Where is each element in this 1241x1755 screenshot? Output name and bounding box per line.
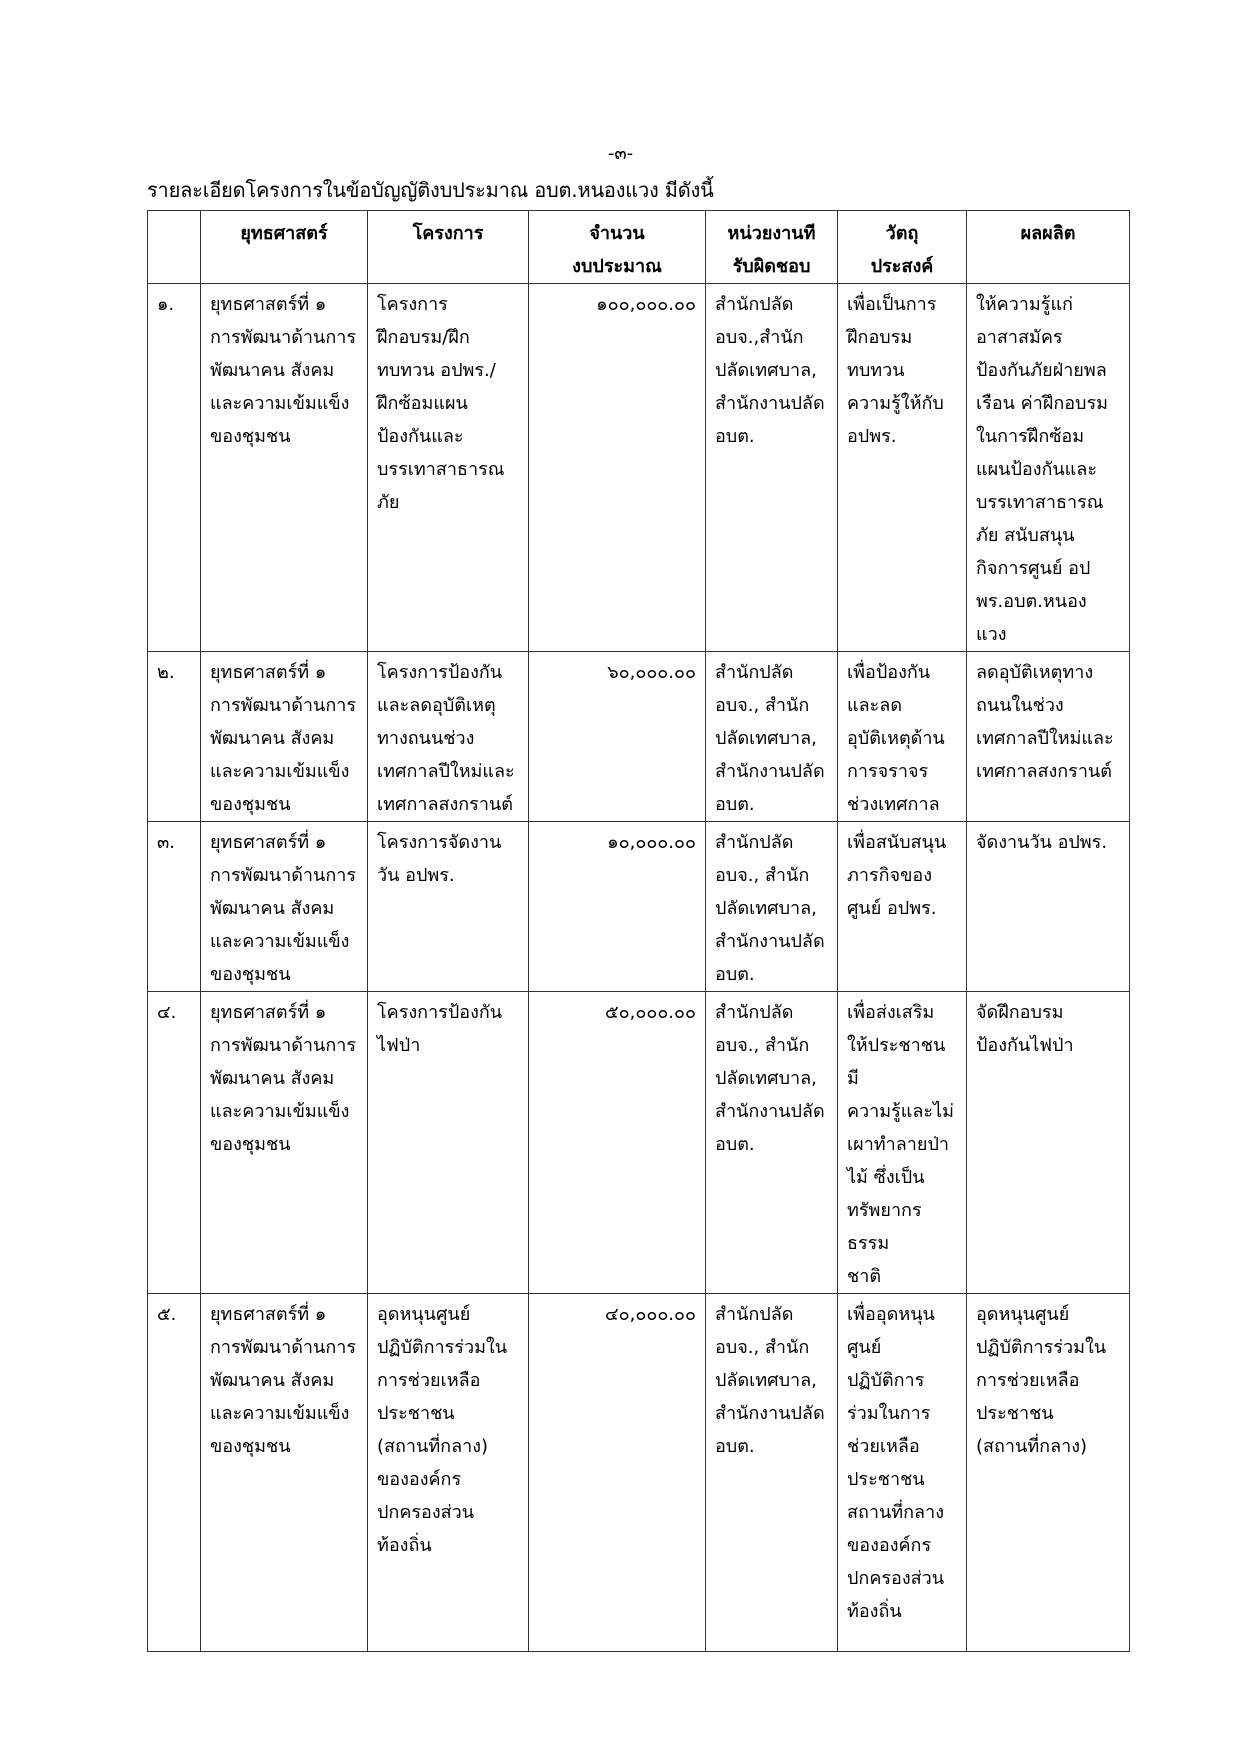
cell-strategy: ยุทธศาสตร์ที่ ๑ การพัฒนาด้านการ พัฒนาคน สังคม และความเข้มแข็ง ของชุมชน (201, 992, 368, 1294)
cell-budget: ๑๐๐,๐๐๐.๐๐ (529, 284, 706, 652)
table-header-row (148, 211, 1130, 284)
cell-output: อุดหนุนศูนย์ ปฏิบัติการร่วมใน การช่วยเหลือ ประชาชน (สถานที่กลาง) (967, 1294, 1130, 1652)
table-row (148, 822, 1130, 992)
page-number: -๓- (607, 143, 634, 164)
cell-output: จัดงานวัน อปพร. (967, 822, 1130, 992)
cell-output: ลดอุบัติเหตุทาง ถนนในช่วง เทศกาลปีใหม่และ เทศกาลสงกรานต์ (967, 652, 1130, 822)
cell-strategy: ยุทธศาสตร์ที่ ๑ การพัฒนาด้านการ พัฒนาคน สังคม และความเข้มแข็ง ของชุมชน (201, 284, 368, 652)
cell-budget: ๖๐,๐๐๐.๐๐ (529, 652, 706, 822)
cell-strategy: ยุทธศาสตร์ที่ ๑ การพัฒนาด้านการ พัฒนาคน สังคม และความเข้มแข็ง ของชุมชน (201, 652, 368, 822)
header-objective: วัตถุ ประสงค์ (838, 211, 967, 284)
cell-budget: ๕๐,๐๐๐.๐๐ (529, 992, 706, 1294)
cell-objective: เพื่อเป็นการ ฝึกอบรม ทบทวน ความรู้ให้กับ อปพร. (838, 284, 967, 652)
cell-no: ๒. (148, 652, 201, 822)
cell-objective: เพื่อป้องกัน และลด อุบัติเหตุด้าน การจราจร ช่วงเทศกาล (838, 652, 967, 822)
cell-project: โครงการป้องกัน และลดอุบัติเหตุ ทางถนนช่วง เทศกาลปีใหม่และ เทศกาลสงกรานต์ (368, 652, 529, 822)
cell-budget: ๑๐,๐๐๐.๐๐ (529, 822, 706, 992)
cell-objective: เพื่อส่งเสริม ให้ประชาชนมี ความรู้และไม่ เผาทำลายป่า ไม้ ซึ่งเป็น ทรัพยากร ธรรม ชาติ (838, 992, 967, 1294)
header-strategy: ยุทธศาสตร์ (201, 211, 368, 284)
cell-no: ๕. (148, 1294, 201, 1652)
header-output: ผลผลิต (967, 211, 1130, 284)
table-row (148, 992, 1130, 1294)
cell-project: โครงการ ฝึกอบรม/ฝึก ทบทวน อปพร./ ฝึกซ้อมแผน ป้องกันและ บรรเทาสาธารณ ภัย (368, 284, 529, 652)
cell-output: ให้ความรู้แก่ อาสาสมัคร ป้องกันภัยฝ่ายพล เรือน ค่าฝึกอบรม ในการฝึกซ้อม แผนป้องกันและ บรรเทาสาธารณ ภัย สนับสนุน กิจการศูนย์ อป พร.อบต.หนอง แวง (967, 284, 1130, 652)
cell-no: ๔. (148, 992, 201, 1294)
cell-project: โครงการป้องกัน ไฟป่า (368, 992, 529, 1294)
cell-agency: สำนักปลัด อบจ., สำนัก ปลัดเทศบาล, สำนักงานปลัด อบต. (706, 822, 838, 992)
cell-strategy: ยุทธศาสตร์ที่ ๑ การพัฒนาด้านการ พัฒนาคน สังคม และความเข้มแข็ง ของชุมชน (201, 1294, 368, 1652)
header-no (148, 211, 201, 284)
cell-objective: เพื่ออุดหนุน ศูนย์ ปฏิบัติการ ร่วมในการ ช่วยเหลือ ประชาชน สถานที่กลาง ขององค์กร ปกครองส่วน ท้องถิ่น (838, 1294, 967, 1652)
cell-project: อุดหนุนศูนย์ ปฏิบัติการร่วมใน การช่วยเหลือ ประชาชน (สถานที่กลาง) ขององค์กร ปกครองส่วน ท้องถิ่น (368, 1294, 529, 1652)
cell-project: โครงการจัดงาน วัน อปพร. (368, 822, 529, 992)
cell-agency: สำนักปลัด อบจ., สำนัก ปลัดเทศบาล, สำนักงานปลัด อบต. (706, 1294, 838, 1652)
header-project: โครงการ (368, 211, 529, 284)
cell-no: ๓. (148, 822, 201, 992)
table-row (148, 652, 1130, 822)
header-agency: หน่วยงานที รับผิดชอบ (706, 211, 838, 284)
project-table (147, 210, 1130, 1652)
intro-text: รายละเอียดโครงการในข้อบัญญัติงบประมาณ อบต.หนองแวง มีดังนี้ (147, 178, 714, 202)
table-row (148, 1294, 1130, 1652)
cell-strategy: ยุทธศาสตร์ที่ ๑ การพัฒนาด้านการ พัฒนาคน สังคม และความเข้มแข็ง ของชุมชน (201, 822, 368, 992)
cell-agency: สำนักปลัด อบจ., สำนัก ปลัดเทศบาล, สำนักงานปลัด อบต. (706, 652, 838, 822)
cell-output: จัดฝึกอบรม ป้องกันไฟป่า (967, 992, 1130, 1294)
table-row (148, 284, 1130, 652)
cell-no: ๑. (148, 284, 201, 652)
cell-agency: สำนักปลัด อบจ.,สำนัก ปลัดเทศบาล, สำนักงานปลัด อบต. (706, 284, 838, 652)
cell-agency: สำนักปลัด อบจ., สำนัก ปลัดเทศบาล, สำนักงานปลัด อบต. (706, 992, 838, 1294)
cell-budget: ๔๐,๐๐๐.๐๐ (529, 1294, 706, 1652)
cell-objective: เพื่อสนับสนุน ภารกิจของ ศูนย์ อปพร. (838, 822, 967, 992)
header-budget: จำนวน งบประมาณ (529, 211, 706, 284)
